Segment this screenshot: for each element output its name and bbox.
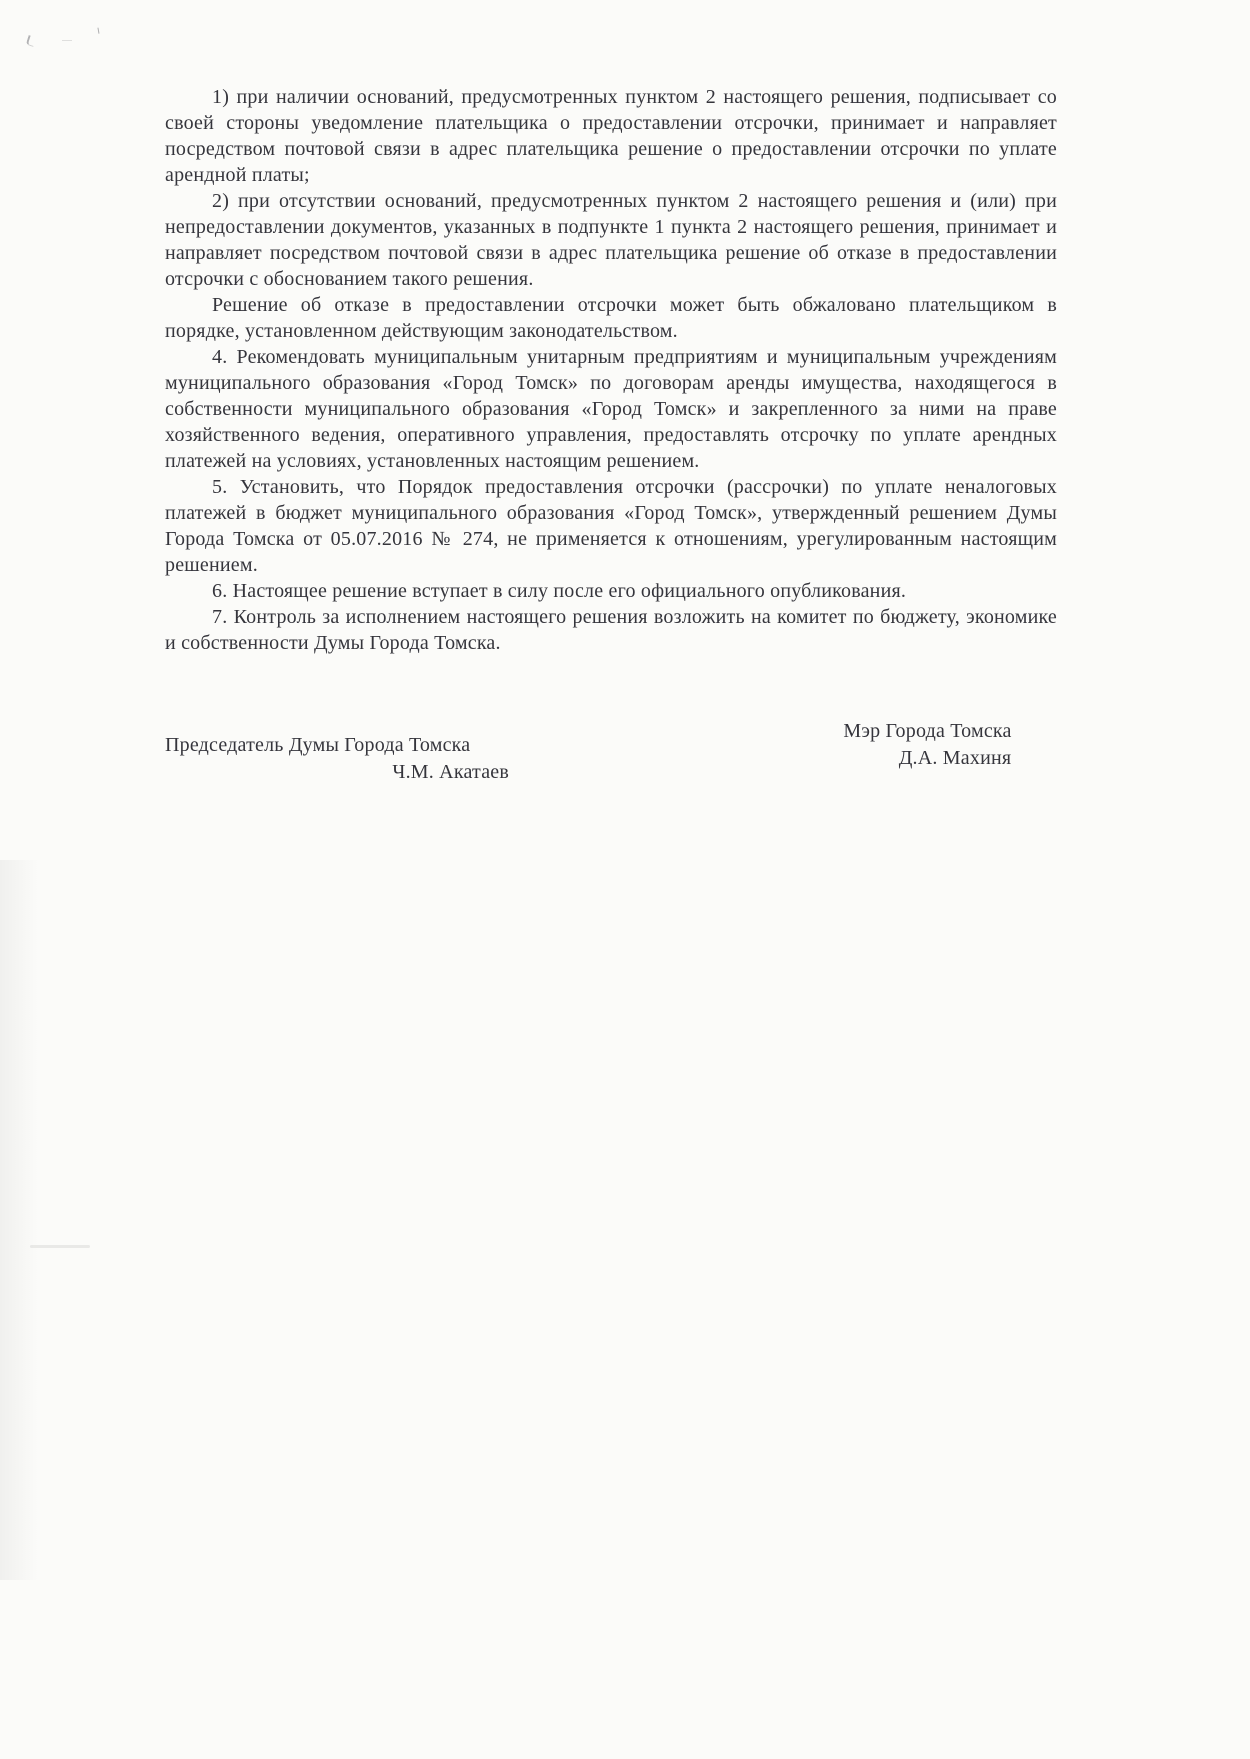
signature-chairman-title: Председатель Думы Города Томска [165,734,471,756]
scan-artifact [26,35,37,47]
paragraph-item-5: 5. Установить, что Порядок предоставления отсрочки (рассрочки) по уплате неналоговых платежей в бюджет муниципального образования «Город Томск», утвержденный решением Думы Города Томска от 05.07.2016 № 274, не применяется к отношениям, урегулированным настоящим решением. [165,476,1057,576]
signature-chairman [165,732,515,786]
signature-mayor-title: Мэр Города Томска [843,720,1012,742]
scan-artifact [62,40,72,41]
scan-edge-streak [30,1245,90,1248]
scan-artifact [94,28,100,35]
signature-mayor [810,718,1045,772]
paragraph-subitem-2: 2) при отсутствии оснований, предусмотренных пунктом 2 настоящего решения и (или) при непредоставлении документов, указанных в подпункте 1 пункта 2 настоящего решения, принимает и направляет посредством почтовой связи в адрес плательщика решение об отказе в предоставлении отсрочки с обоснованием такого решения. [165,190,1057,290]
signature-mayor-name: Д.А. Махиня [898,747,1012,769]
document-body [165,84,1057,656]
scan-edge-streak [0,860,38,1580]
paragraph-item-4: 4. Рекомендовать муниципальным унитарным предприятиям и муниципальным учреждениям муниципального образования «Город Томск» по договорам аренды имущества, находящегося в собственности муниципального образования «Город Томск» и закрепленного за ними на праве хозяйственного ведения, оперативного управления, предоставлять отсрочку по уплате арендных платежей на условиях, установленных настоящим решением. [165,346,1057,472]
paragraph-appeal-note: Решение об отказе в предоставлении отсрочки может быть обжаловано плательщиком в порядке, установленном действующим законодательством. [165,294,1057,342]
signature-chairman-name: Ч.М. Акатаев [392,761,509,783]
paragraph-item-7: 7. Контроль за исполнением настоящего решения возложить на комитет по бюджету, экономике и собственности Думы Города Томска. [165,606,1057,654]
signature-block [165,718,1045,786]
paragraph-item-6: 6. Настоящее решение вступает в силу после его официального опубликования. [212,580,907,602]
paragraph-subitem-1: 1) при наличии оснований, предусмотренных пунктом 2 настоящего решения, подписывает со своей стороны уведомление плательщика о предоставлении отсрочки, принимает и направляет посредством почтовой связи в адрес плательщика решение о предоставлении отсрочки по уплате арендной платы; [165,86,1057,186]
